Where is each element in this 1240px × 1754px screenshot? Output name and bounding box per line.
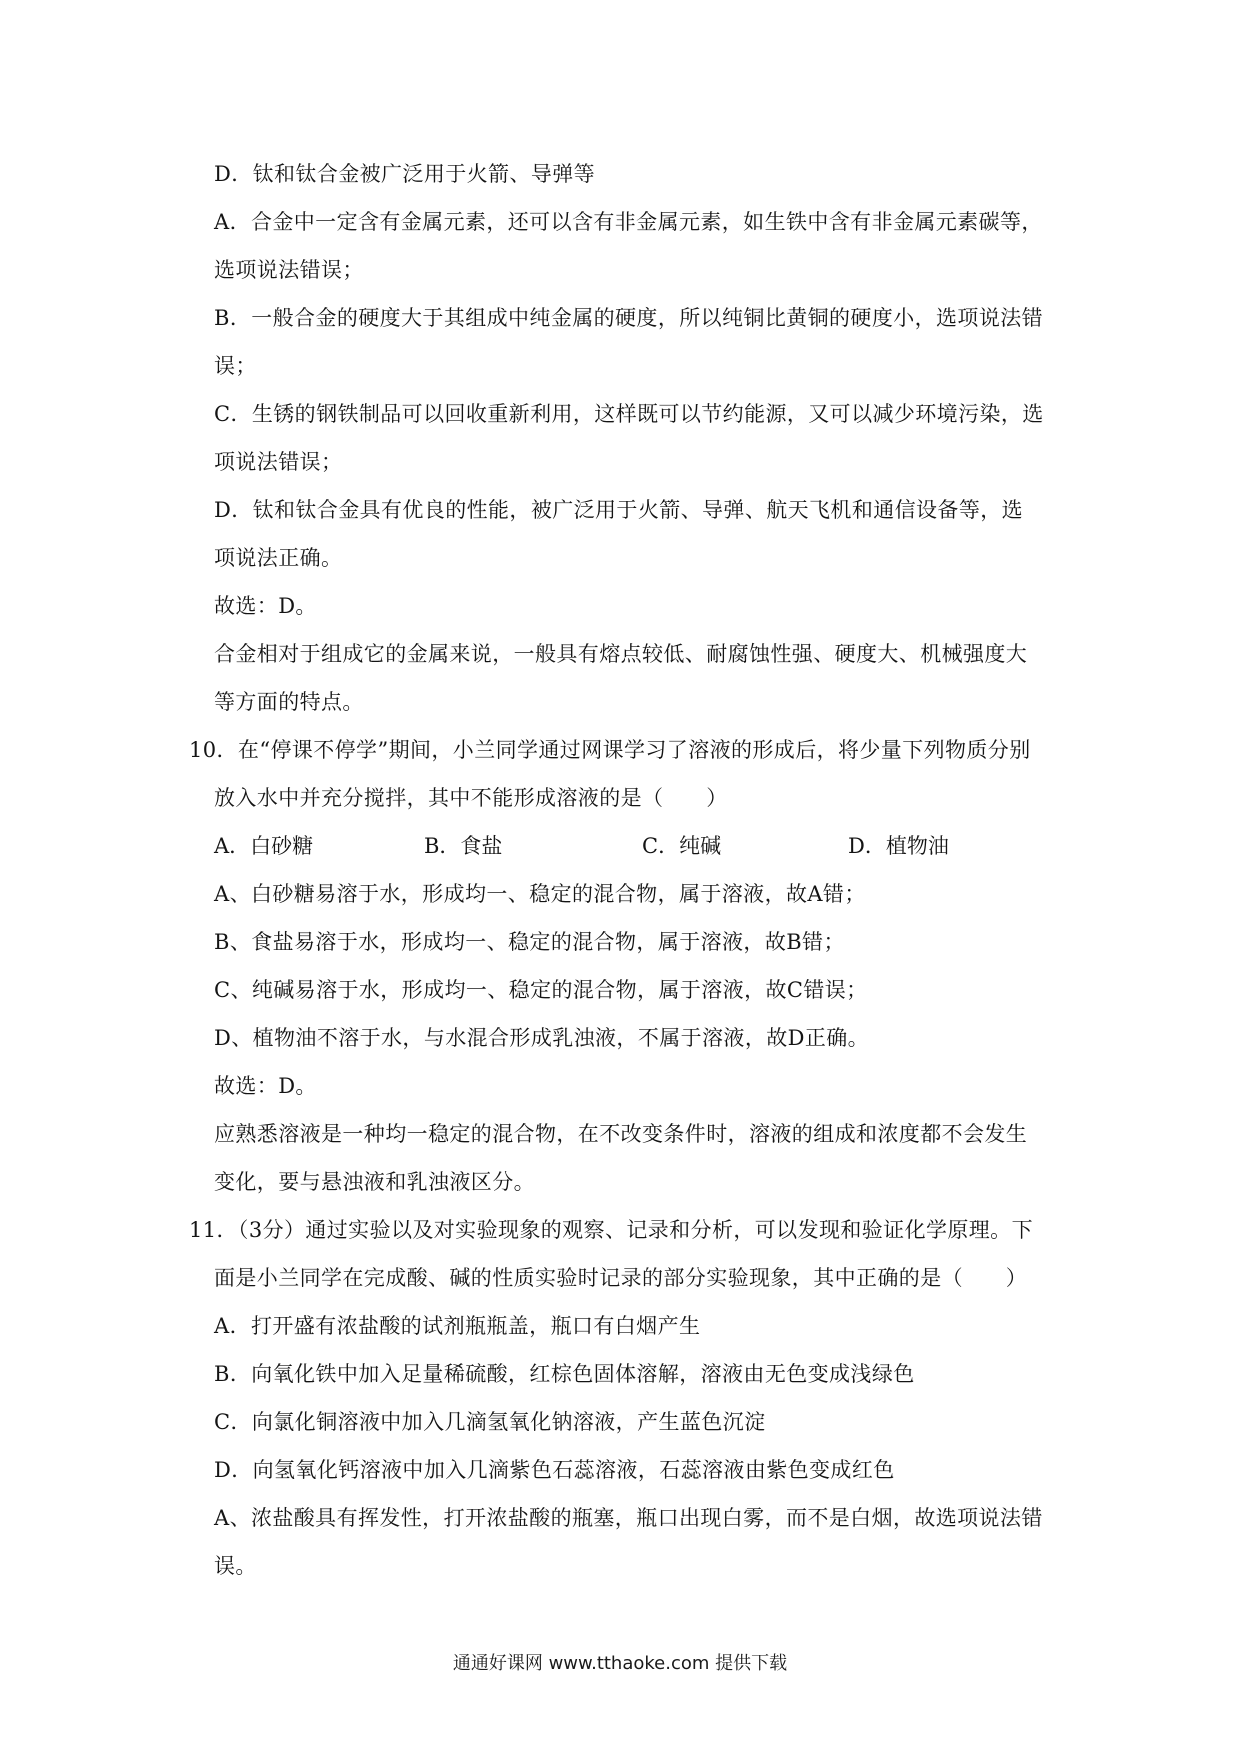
- text-line: D．钛和钛合金被广泛用于火箭、导弹等: [214, 162, 596, 186]
- text-line: C、纯碱易溶于水，形成均一、稳定的混合物，属于溶液，故C错误；: [214, 978, 868, 1002]
- question-11-stem: 11．（3分）通过实验以及对实验现象的观察、记录和分析，可以发现和验证化学原理。下: [189, 1218, 1033, 1242]
- option-a: A．白砂糖: [214, 834, 314, 858]
- text-line: 误。: [214, 1554, 257, 1578]
- text-line: 放入水中并充分搅拌，其中不能形成溶液的是（ ）: [214, 786, 728, 810]
- text-line: A．合金中一定含有金属元素，还可以含有非金属元素，如生铁中含有非金属元素碳等，: [214, 210, 1043, 234]
- text-line: B．一般合金的硬度大于其组成中纯金属的硬度，所以纯铜比黄铜的硬度小，选项说法错: [214, 306, 1044, 330]
- text-line: 等方面的特点。: [214, 690, 364, 714]
- text-line: 误；: [214, 354, 257, 378]
- text-line: 项说法正确。: [214, 546, 343, 570]
- text-line: 面是小兰同学在完成酸、碱的性质实验时记录的部分实验现象，其中正确的是（ ）: [214, 1266, 1028, 1290]
- option-d: D．植物油: [848, 834, 949, 858]
- text-line: 故选：D。: [214, 1074, 317, 1098]
- text-line: 项说法错误；: [214, 450, 343, 474]
- question-10-stem: 10．在“停课不停学”期间，小兰同学通过网课学习了溶液的形成后，将少量下列物质分别: [189, 738, 1031, 762]
- text-line: C．生锈的钢铁制品可以回收重新利用，这样既可以节约能源，又可以减少环境污染，选: [214, 402, 1044, 426]
- option-b: B．向氧化铁中加入足量稀硫酸，红棕色固体溶解，溶液由无色变成浅绿色: [214, 1362, 915, 1386]
- option-b: B．食盐: [424, 834, 503, 858]
- text-line: 故选：D。: [214, 594, 317, 618]
- text-line: A、白砂糖易溶于水，形成均一、稳定的混合物，属于溶液，故A错；: [214, 882, 866, 906]
- option-a: A．打开盛有浓盐酸的试剂瓶瓶盖，瓶口有白烟产生: [214, 1314, 701, 1338]
- text-line: 变化，要与悬浊液和乳浊液区分。: [214, 1170, 535, 1194]
- text-line: 应熟悉溶液是一种均一稳定的混合物，在不改变条件时，溶液的组成和浓度都不会发生: [214, 1122, 1028, 1146]
- option-d: D．向氢氧化钙溶液中加入几滴紫色石蕊溶液，石蕊溶液由紫色变成红色: [214, 1458, 895, 1482]
- option-c: C．纯碱: [642, 834, 722, 858]
- text-line: D、植物油不溶于水，与水混合形成乳浊液，不属于溶液，故D正确。: [214, 1026, 870, 1050]
- text-line: 合金相对于组成它的金属来说，一般具有熔点较低、耐腐蚀性强、硬度大、机械强度大: [214, 642, 1028, 666]
- text-line: D．钛和钛合金具有优良的性能，被广泛用于火箭、导弹、航天飞机和通信设备等，选: [214, 498, 1024, 522]
- page-footer: 通通好课网 www.tthaoke.com 提供下载: [452, 1653, 788, 1674]
- text-line: A、浓盐酸具有挥发性，打开浓盐酸的瓶塞，瓶口出现白雾，而不是白烟，故选项说法错: [214, 1506, 1043, 1530]
- option-c: C．向氯化铜溶液中加入几滴氢氧化钠溶液，产生蓝色沉淀: [214, 1410, 766, 1434]
- text-line: 选项说法错误；: [214, 258, 364, 282]
- text-line: B、食盐易溶于水，形成均一、稳定的混合物，属于溶液，故B错；: [214, 930, 845, 954]
